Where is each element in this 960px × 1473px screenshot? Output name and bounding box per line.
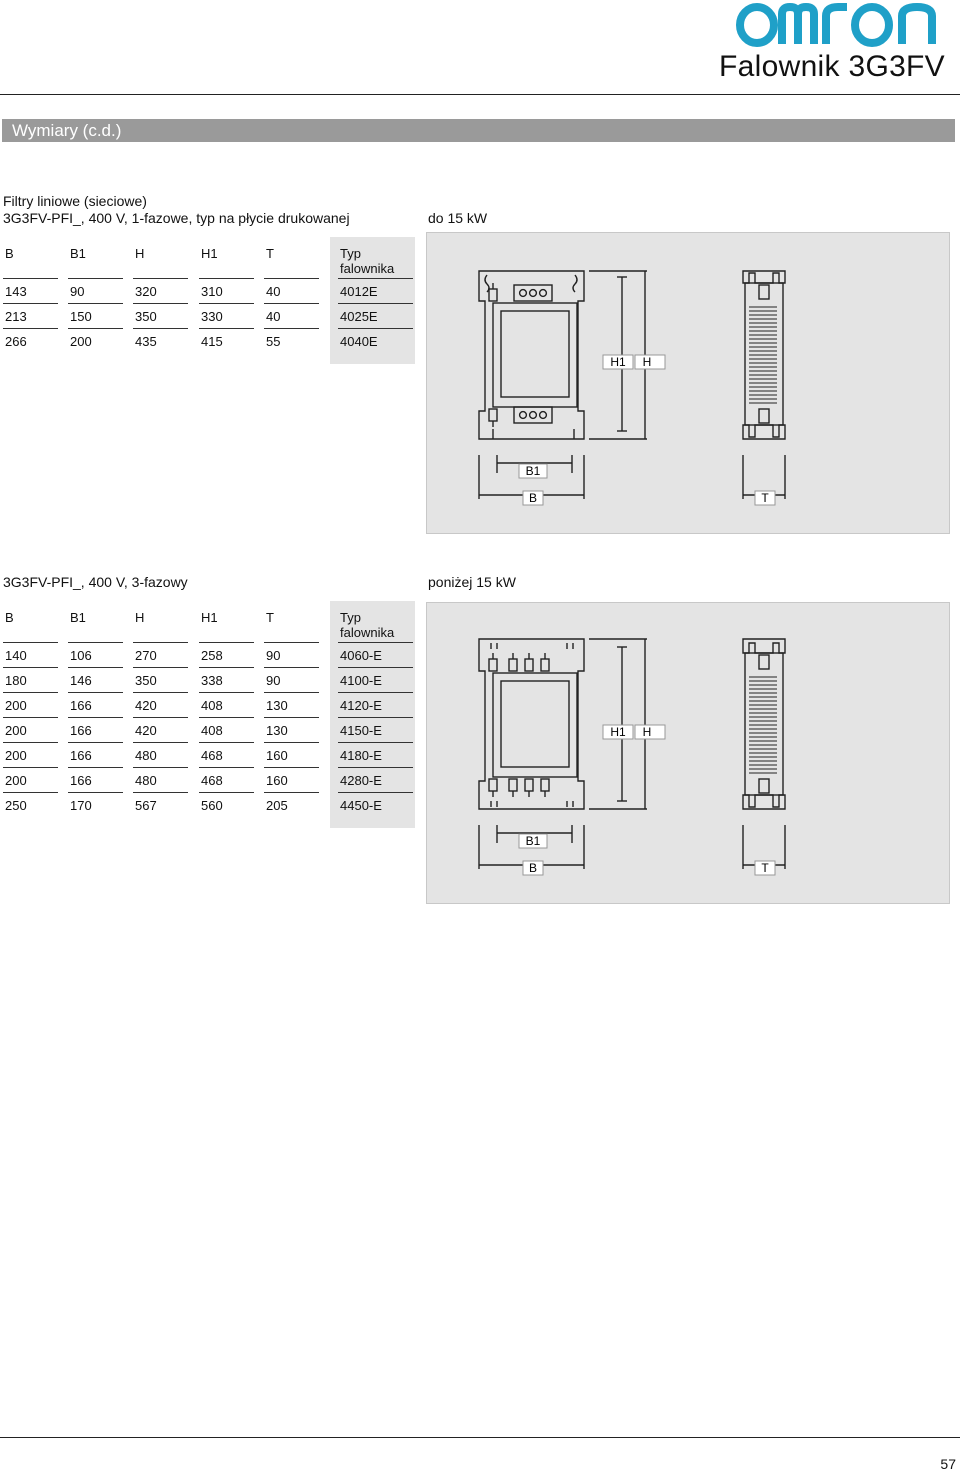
block2-row-rule xyxy=(133,717,188,718)
block2-row-rule xyxy=(133,667,188,668)
block2-row-rule xyxy=(338,667,413,668)
block2-row-rule xyxy=(68,792,123,793)
block2-table-cell: 408 xyxy=(201,723,223,738)
block2-range: poniżej 15 kW xyxy=(428,574,516,590)
block1-header-rule xyxy=(264,278,319,279)
block2-label-t: T xyxy=(761,861,769,875)
block2-header-rule xyxy=(264,642,319,643)
block2-table-cell: 166 xyxy=(70,748,92,763)
block2-table-cell: 146 xyxy=(70,673,92,688)
block2-table-cell: 205 xyxy=(266,798,288,813)
block1-row-rule xyxy=(264,303,319,304)
block2-table-cell: 166 xyxy=(70,698,92,713)
block2-row-rule xyxy=(338,692,413,693)
block1-table-cell: 330 xyxy=(201,309,223,324)
block2-row-rule xyxy=(264,667,319,668)
block2-table-cell: 270 xyxy=(135,648,157,663)
block2-row-rule xyxy=(68,692,123,693)
block2-table-cell: 90 xyxy=(266,673,281,688)
block2-table-cell: 480 xyxy=(135,773,157,788)
block2-table-cell: 567 xyxy=(135,798,157,813)
block2-header-rule xyxy=(133,642,188,643)
block2-header-h1: H1 xyxy=(201,610,218,625)
block2-table-cell: 4180-E xyxy=(340,748,382,763)
block1-label-h1: H1 xyxy=(610,355,626,369)
block1-header-rule xyxy=(68,278,123,279)
footer-divider xyxy=(0,1437,960,1438)
block2-row-rule xyxy=(133,692,188,693)
block2-row-rule xyxy=(338,767,413,768)
block2-header-rule xyxy=(199,642,254,643)
block2-table-cell: 90 xyxy=(266,648,281,663)
block2-row-rule xyxy=(3,692,58,693)
block2-header-rule xyxy=(68,642,123,643)
omron-logo xyxy=(735,2,953,48)
block1-header-falownika: falownika xyxy=(340,261,395,276)
block2-table-cell: 200 xyxy=(5,773,27,788)
block1-table-cell: 4040E xyxy=(340,334,378,349)
block2-row-rule xyxy=(3,667,58,668)
block1-table-cell: 4012E xyxy=(340,284,378,299)
block2-row-rule xyxy=(264,692,319,693)
block2-table-cell: 200 xyxy=(5,723,27,738)
block1-table-cell: 40 xyxy=(266,309,281,324)
block1-dimension-drawing xyxy=(427,233,949,533)
block1-row-rule xyxy=(3,328,58,329)
block2-table-cell: 4120-E xyxy=(340,698,382,713)
block2-table-cell: 170 xyxy=(70,798,92,813)
block2-row-rule xyxy=(3,742,58,743)
block1-table-cell: 320 xyxy=(135,284,157,299)
block1-row-rule xyxy=(338,303,413,304)
block2-row-rule xyxy=(338,792,413,793)
block2-dimension-drawing xyxy=(427,603,949,903)
block1-row-rule xyxy=(199,303,254,304)
block2-row-rule xyxy=(199,717,254,718)
block1-header-typ: Typ xyxy=(340,246,361,261)
block1-table-cell: 150 xyxy=(70,309,92,324)
block1-table-cell: 90 xyxy=(70,284,85,299)
block2-table-cell: 200 xyxy=(5,698,27,713)
block1-header-b: B xyxy=(5,246,14,261)
block2-header-rule xyxy=(3,642,58,643)
block1-header-rule xyxy=(3,278,58,279)
block2-table-cell: 350 xyxy=(135,673,157,688)
block1-drawing-panel xyxy=(426,232,950,534)
block2-row-rule xyxy=(199,792,254,793)
block2-table-cell: 130 xyxy=(266,698,288,713)
block2-table-cell: 166 xyxy=(70,773,92,788)
block2-table-cell: 468 xyxy=(201,748,223,763)
block2-table-cell: 420 xyxy=(135,723,157,738)
block2-row-rule xyxy=(3,767,58,768)
block2-header-b1: B1 xyxy=(70,610,86,625)
block1-row-rule xyxy=(133,303,188,304)
block2-label-h1: H1 xyxy=(610,725,626,739)
block2-table-cell: 338 xyxy=(201,673,223,688)
block2-table-cell: 560 xyxy=(201,798,223,813)
block2-header-typ: Typ xyxy=(340,610,361,625)
block2-label-b: B xyxy=(528,861,538,875)
block1-header-b1: B1 xyxy=(70,246,86,261)
block2-table-cell: 408 xyxy=(201,698,223,713)
block2-row-rule xyxy=(199,767,254,768)
block2-row-rule xyxy=(264,792,319,793)
block1-header-rule xyxy=(338,278,413,279)
block2-row-rule xyxy=(199,742,254,743)
block2-header-t: T xyxy=(266,610,274,625)
block2-header-h: H xyxy=(135,610,145,625)
block2-row-rule xyxy=(133,767,188,768)
block2-row-rule xyxy=(199,667,254,668)
block2-table-cell: 480 xyxy=(135,748,157,763)
block1-table-cell: 213 xyxy=(5,309,27,324)
block2-header-falownika: falownika xyxy=(340,625,395,640)
brand-text: OMRON xyxy=(735,2,739,3)
block1-table-cell: 55 xyxy=(266,334,281,349)
block1-header-t: T xyxy=(266,246,274,261)
block2-table-cell: 106 xyxy=(70,648,92,663)
section-title: Wymiary (c.d.) xyxy=(12,121,122,140)
block2-row-rule xyxy=(3,717,58,718)
block2-label-h: H xyxy=(642,725,652,739)
block2-row-rule xyxy=(3,792,58,793)
block2-label-b1: B1 xyxy=(525,834,541,848)
block1-table-cell: 266 xyxy=(5,334,27,349)
section-bar xyxy=(2,119,955,142)
block2-table-cell: 180 xyxy=(5,673,27,688)
block2-table-cell: 166 xyxy=(70,723,92,738)
block2-row-rule xyxy=(264,767,319,768)
block2-table-cell: 420 xyxy=(135,698,157,713)
block1-table-cell: 435 xyxy=(135,334,157,349)
block1-header-rule xyxy=(199,278,254,279)
block2-table-cell: 160 xyxy=(266,748,288,763)
block2-table-cell: 4280-E xyxy=(340,773,382,788)
block2-row-rule xyxy=(338,717,413,718)
product-title: Falownik 3G3FV xyxy=(719,50,945,83)
block2-row-rule xyxy=(133,792,188,793)
block1-header-rule xyxy=(133,278,188,279)
block2-table-cell: 4060-E xyxy=(340,648,382,663)
block2-table-cell: 4100-E xyxy=(340,673,382,688)
block2-table-cell: 250 xyxy=(5,798,27,813)
block1-heading-line2: 3G3FV-PFI_, 400 V, 1-fazowe, typ na płycie drukowanej xyxy=(3,210,350,226)
block1-row-rule xyxy=(199,328,254,329)
block2-row-rule xyxy=(199,692,254,693)
block1-table-cell: 415 xyxy=(201,334,223,349)
block1-row-rule xyxy=(3,303,58,304)
block2-header-b: B xyxy=(5,610,14,625)
block2-row-rule xyxy=(68,717,123,718)
block2-row-rule xyxy=(264,742,319,743)
block2-row-rule xyxy=(338,742,413,743)
block1-label-h: H xyxy=(642,355,652,369)
block1-label-t: T xyxy=(761,491,769,505)
block2-table-cell: 160 xyxy=(266,773,288,788)
block2-table-cell: 258 xyxy=(201,648,223,663)
block1-label-b1: B1 xyxy=(525,464,541,478)
header-divider xyxy=(0,94,960,95)
block1-row-rule xyxy=(68,328,123,329)
block2-row-rule xyxy=(68,767,123,768)
block1-table-cell: 4025E xyxy=(340,309,378,324)
block1-table-cell: 143 xyxy=(5,284,27,299)
block1-row-rule xyxy=(264,328,319,329)
page-number: 57 xyxy=(940,1456,956,1472)
block2-row-rule xyxy=(68,742,123,743)
block1-header-h: H xyxy=(135,246,145,261)
block1-label-b: B xyxy=(528,491,538,505)
block1-table-cell: 350 xyxy=(135,309,157,324)
block2-table-cell: 4150-E xyxy=(340,723,382,738)
block1-table-cell: 200 xyxy=(70,334,92,349)
block2-table-cell: 130 xyxy=(266,723,288,738)
block2-row-rule xyxy=(264,717,319,718)
block1-row-rule xyxy=(133,328,188,329)
block1-table-cell: 310 xyxy=(201,284,223,299)
block2-table-cell: 4450-E xyxy=(340,798,382,813)
block1-header-h1: H1 xyxy=(201,246,218,261)
block1-row-rule xyxy=(338,328,413,329)
block1-range: do 15 kW xyxy=(428,210,488,226)
block2-table-cell: 468 xyxy=(201,773,223,788)
block2-header-rule xyxy=(338,642,413,643)
block1-table-cell: 40 xyxy=(266,284,281,299)
block1-row-rule xyxy=(68,303,123,304)
block2-table-cell: 140 xyxy=(5,648,27,663)
block2-drawing-panel xyxy=(426,602,950,904)
block2-row-rule xyxy=(68,667,123,668)
block2-table-cell: 200 xyxy=(5,748,27,763)
block2-row-rule xyxy=(133,742,188,743)
block2-heading: 3G3FV-PFI_, 400 V, 3-fazowy xyxy=(3,574,188,590)
block1-heading-line1: Filtry liniowe (sieciowe) xyxy=(3,193,147,209)
